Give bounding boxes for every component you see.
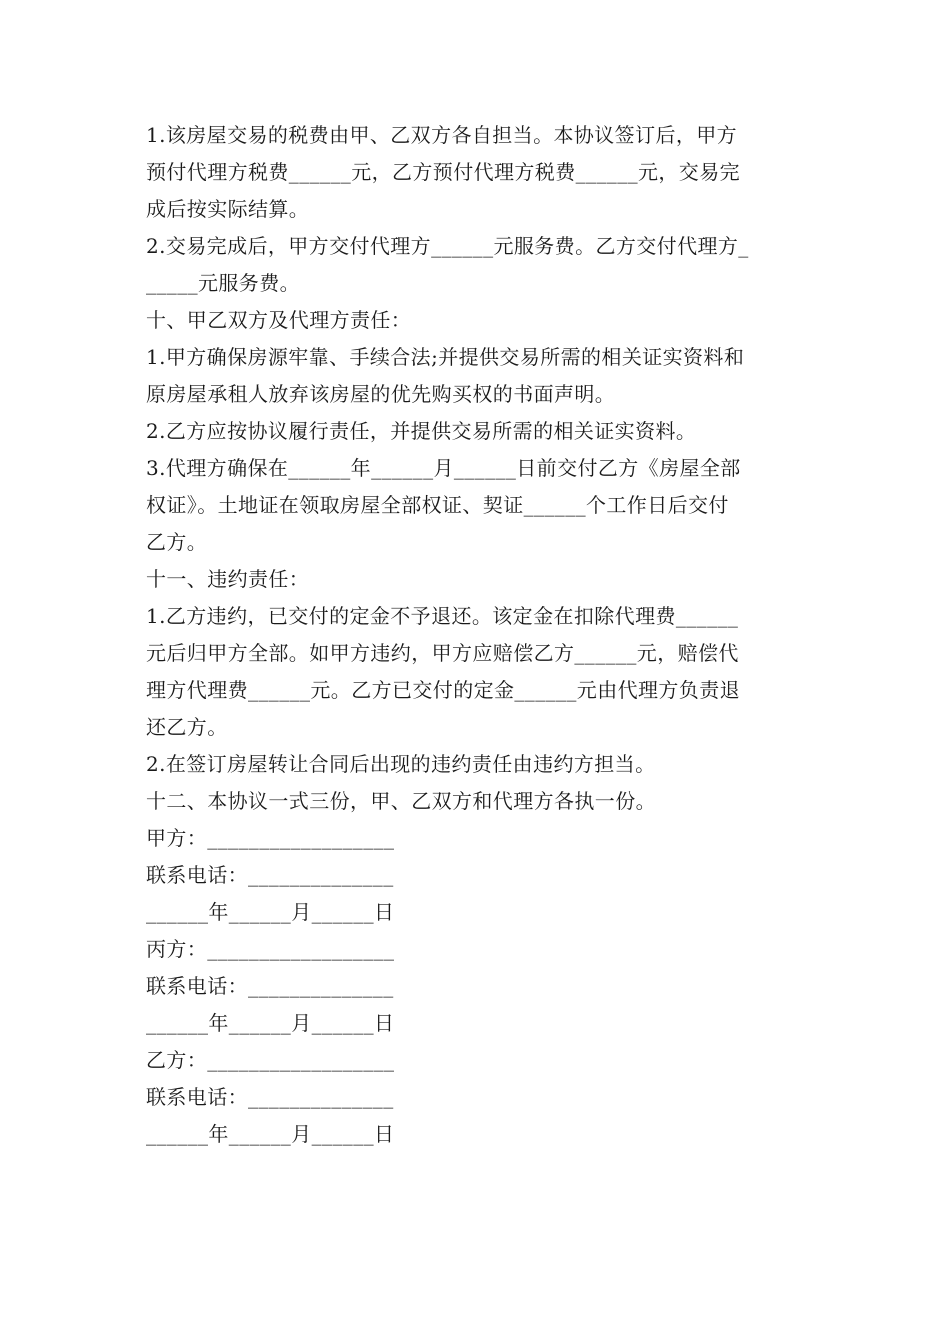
- text-line: 理方代理费______元。乙方已交付的定金______元由代理方负责退: [146, 678, 740, 702]
- text-line: 2.在签订房屋转让合同后出现的违约责任由违约方担当。: [146, 752, 656, 776]
- signature-party-c: 丙方：__________________: [146, 937, 395, 961]
- text-line: 原房屋承租人放弃该房屋的优先购买权的书面声明。: [146, 382, 616, 406]
- text-line: 1.乙方违约，已交付的定金不予退还。该定金在扣除代理费______: [146, 604, 739, 628]
- document-body: [146, 117, 808, 1153]
- signature-party-a: 甲方：__________________: [146, 826, 395, 850]
- text-line: 1.甲方确保房源牢靠、手续合法;并提供交易所需的相关证实资料和: [146, 345, 745, 369]
- date-field-b: ______年______月______日: [146, 1122, 395, 1146]
- text-line: 权证》。土地证在领取房屋全部权证、契证______个工作日后交付: [146, 493, 729, 517]
- date-field-a: ______年______月______日: [146, 900, 395, 924]
- text-line: 元后归甲方全部。如甲方违约，甲方应赔偿乙方______元，赔偿代: [146, 641, 739, 665]
- phone-field-c: 联系电话：______________: [146, 974, 394, 998]
- signature-party-b: 乙方：__________________: [146, 1048, 395, 1072]
- text-line: 成后按实际结算。: [146, 197, 310, 221]
- text-line: 预付代理方税费______元，乙方预付代理方税费______元，交易完: [146, 160, 740, 184]
- section-heading: 十二、本协议一式三份，甲、乙双方和代理方各执一份。: [146, 789, 656, 813]
- text-line: 2.交易完成后，甲方交付代理方______元服务费。乙方交付代理方_: [146, 234, 749, 258]
- text-line: 1.该房屋交易的税费由甲、乙双方各自担当。本协议签订后，甲方: [146, 123, 738, 147]
- text-line: 3.代理方确保在______年______月______日前交付乙方《房屋全部: [146, 456, 741, 480]
- text-line: 乙方。: [146, 530, 208, 554]
- date-field-c: ______年______月______日: [146, 1011, 395, 1035]
- text-line: _____元服务费。: [146, 271, 300, 295]
- phone-field-b: 联系电话：______________: [146, 1085, 394, 1109]
- section-heading: 十一、违约责任：: [146, 567, 310, 591]
- phone-field-a: 联系电话：______________: [146, 863, 394, 887]
- text-line: 2.乙方应按协议履行责任，并提供交易所需的相关证实资料。: [146, 419, 697, 443]
- section-heading: 十、甲乙双方及代理方责任：: [146, 308, 412, 332]
- text-line: 还乙方。: [146, 715, 228, 739]
